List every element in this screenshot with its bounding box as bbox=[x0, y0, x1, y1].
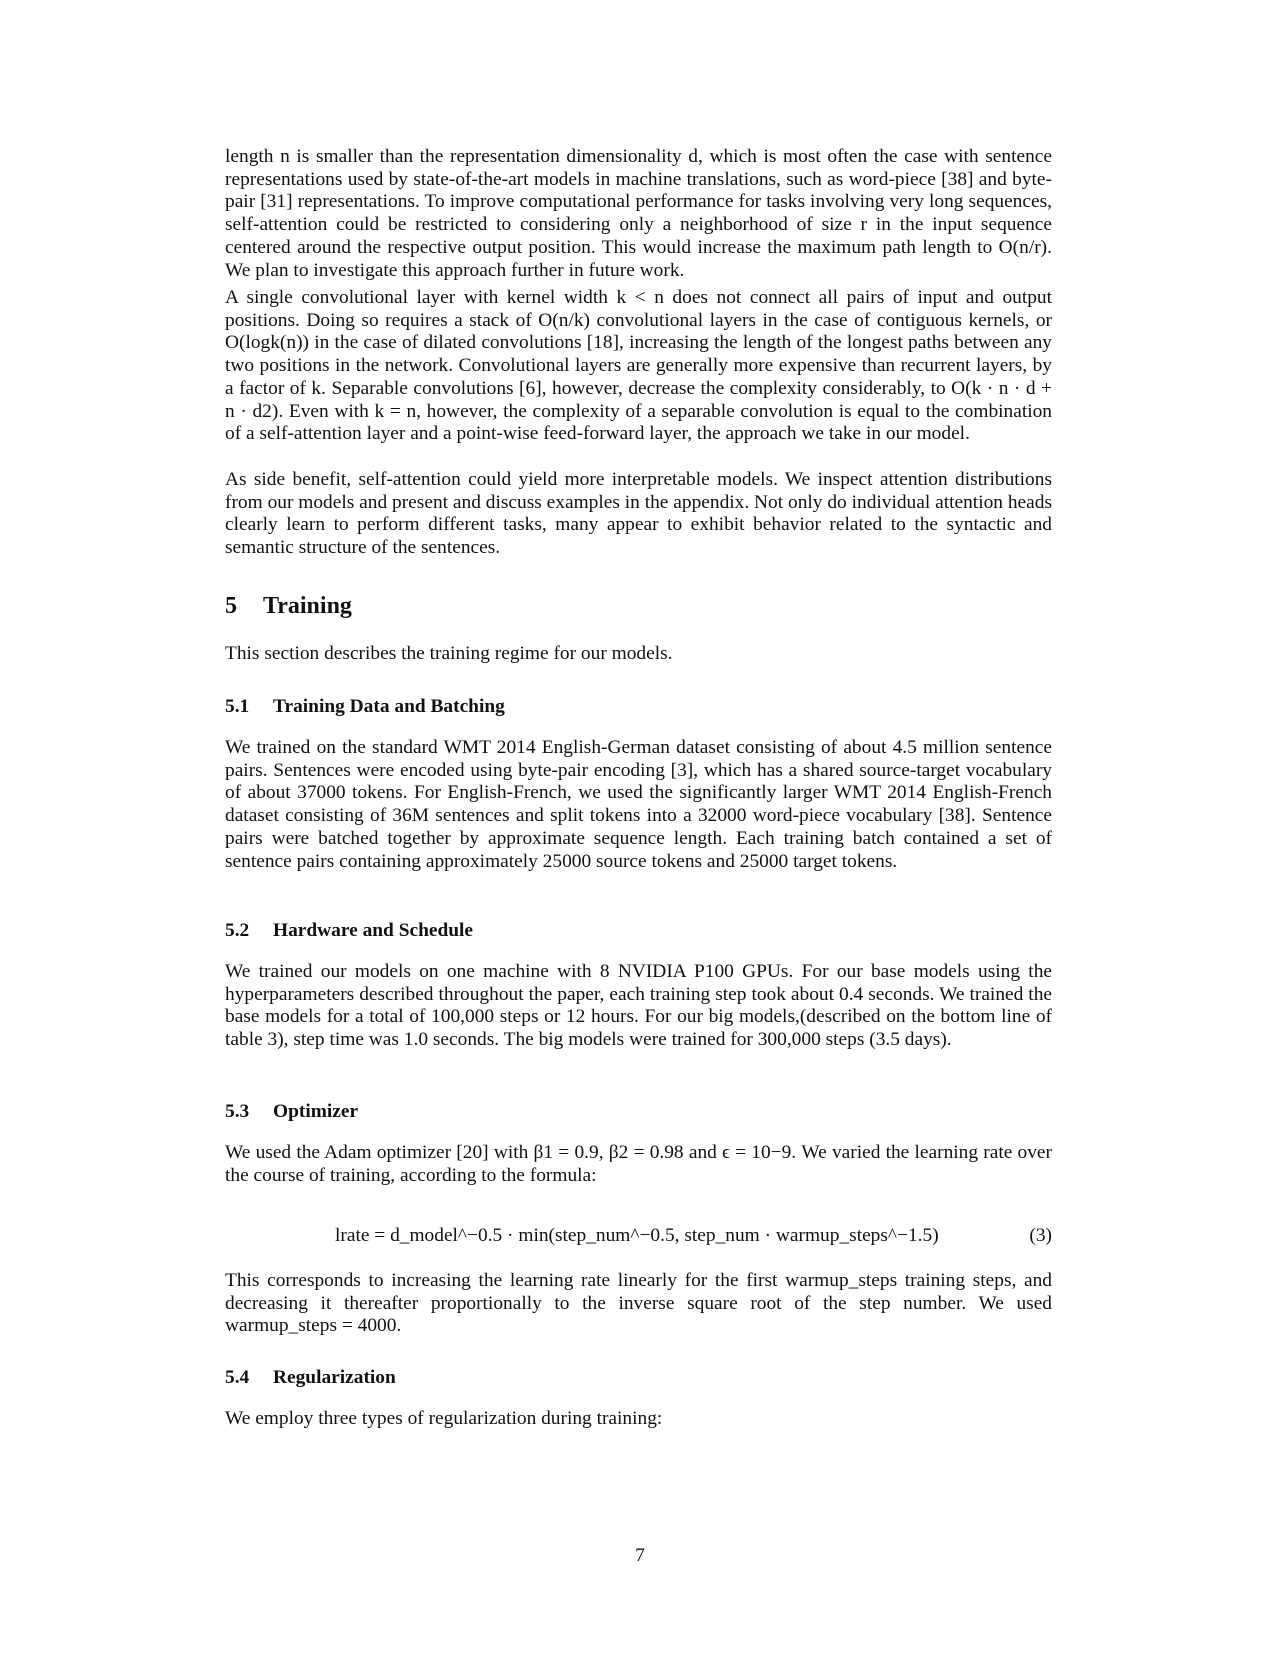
subsection-title: Regularization bbox=[273, 1367, 396, 1388]
paragraph-path-length: length n is smaller than the representation dimensionality d, which is most often the case with sentence representations used by state-of-the-art models in machine translations, such as word-piece [38] and byte-pair [31] representations. To improve computational performance for tasks involving very long sequences, self-attention could be restricted to considering only a neighborhood of size r in the input sequence centered around the respective output position. This would increase the maximum path length to O(n/r). We plan to investigate this approach further in future work. bbox=[225, 146, 1052, 281]
paragraph-warmup: This corresponds to increasing the learning rate linearly for the first warmup_steps training steps, and decreasing it thereafter proportionally to the inverse square root of the step number. We used warmup_steps = 4000. bbox=[225, 1270, 1052, 1337]
paper-page bbox=[225, 146, 1052, 1576]
equation-body: lrate = d_model^−0.5 · min(step_num^−0.5, step_num · warmup_steps^−1.5) bbox=[335, 1225, 939, 1246]
subsection-number: 5.4 bbox=[225, 1367, 250, 1388]
paragraph-data-batching: We trained on the standard WMT 2014 English-German dataset consisting of about 4.5 million sentence pairs. Sentences were encoded using byte-pair encoding [3], which has a shared source-target vocabulary of about 37000 tokens. For English-French, we used the significantly larger WMT 2014 English-French dataset consisting of 36M sentences and split tokens into a 32000 word-piece vocabulary [38]. Sentence pairs were batched together by approximate sequence length. Each training batch contained a set of sentence pairs containing approximately 25000 source tokens and 25000 target tokens. bbox=[225, 737, 1052, 872]
section-title: Training bbox=[263, 593, 352, 619]
paragraph-optimizer: We used the Adam optimizer [20] with β1 = 0.9, β2 = 0.98 and ϵ = 10−9. We varied the learning rate over the course of training, according to the formula: bbox=[225, 1142, 1052, 1186]
section-heading-training bbox=[225, 592, 352, 620]
subsection-number: 5.2 bbox=[225, 920, 250, 941]
paragraph-convolutional: A single convolutional layer with kernel width k < n does not connect all pairs of input and output positions. Doing so requires a stack of O(n/k) convolutional layers in the case of contiguous kernels, or O(logk(n)) in the case of dilated convolutions [18], increasing the length of the longest paths between any two positions in the network. Convolutional layers are generally more expensive than recurrent layers, by a factor of k. Separable convolutions [6], however, decrease the complexity considerably, to O(k · n · d + n · d2). Even with k = n, however, the complexity of a separable convolution is equal to the combination of a self-attention layer and a point-wise feed-forward layer, the approach we take in our model. bbox=[225, 287, 1052, 445]
equation-number: (3) bbox=[1029, 1225, 1052, 1246]
subsection-title: Optimizer bbox=[273, 1101, 359, 1122]
paragraph-regularization: We employ three types of regularization during training: bbox=[225, 1408, 663, 1429]
page-number: 7 bbox=[635, 1545, 645, 1566]
subsection-number: 5.3 bbox=[225, 1101, 250, 1122]
section-number: 5 bbox=[225, 593, 237, 619]
paragraph-hardware: We trained our models on one machine with 8 NVIDIA P100 GPUs. For our base models using the hyperparameters described throughout the paper, each training step took about 0.4 seconds. We trained the base models for a total of 100,000 steps or 12 hours. For our big models,(described on the bottom line of table 3), step time was 1.0 seconds. The big models were trained for 300,000 steps (3.5 days). bbox=[225, 961, 1052, 1051]
subsection-heading-hardware bbox=[225, 919, 473, 942]
subsection-heading-regularization bbox=[225, 1366, 396, 1389]
subsection-title: Training Data and Batching bbox=[273, 696, 505, 717]
subsection-heading-data-batching bbox=[225, 695, 505, 718]
paragraph-interpretability: As side benefit, self-attention could yield more interpretable models. We inspect attention distributions from our models and present and discuss examples in the appendix. Not only do individual attention heads clearly learn to perform different tasks, many appear to exhibit behavior related to the syntactic and semantic structure of the sentences. bbox=[225, 469, 1052, 559]
paragraph-training-intro: This section describes the training regime for our models. bbox=[225, 643, 673, 664]
subsection-heading-optimizer bbox=[225, 1100, 358, 1123]
subsection-number: 5.1 bbox=[225, 696, 250, 717]
subsection-title: Hardware and Schedule bbox=[273, 920, 474, 941]
